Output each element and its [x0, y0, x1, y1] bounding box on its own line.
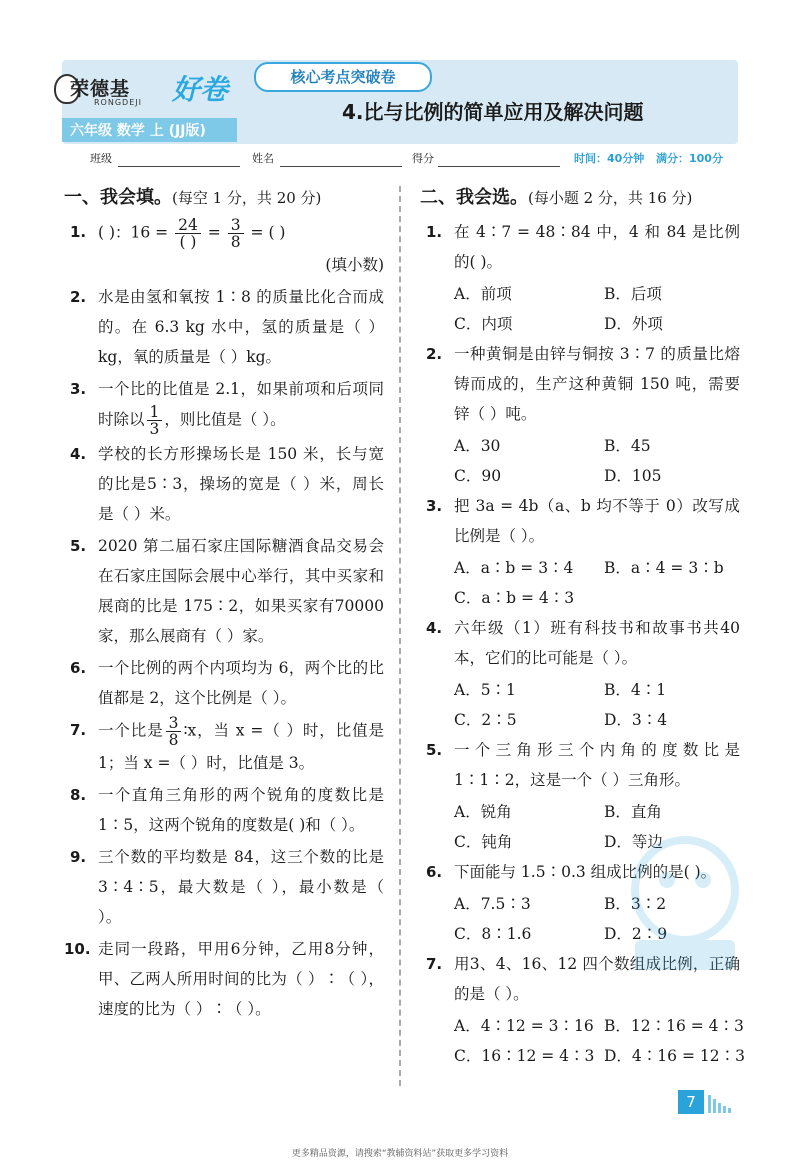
choice-option[interactable]: C．90	[454, 467, 502, 485]
name-blank[interactable]	[280, 166, 402, 167]
question-1: 1. ( )：16 = $\frac{24}{( )}$ = $\frac{3}{8}$ = ( ) (填小数)	[64, 217, 384, 280]
choice-option[interactable]: B．4∶1	[604, 681, 667, 699]
question-3: 3. 一个比的比值是 2.1，如果前项和后项同时除以 $\frac{1}{3}$ ，则比值是（ ）。	[70, 380, 384, 438]
choice-option[interactable]: C．8∶1.6	[454, 925, 532, 943]
watermark-logo	[615, 830, 755, 980]
choice-option[interactable]: A．30	[454, 437, 501, 455]
question-9: 9. 三个数的平均数是 84，这三个数的比是3∶4∶5，最大数是（ ），最小数是（ ）。	[70, 848, 384, 926]
brand-name: 荣德基	[70, 78, 131, 100]
choice-options	[420, 553, 740, 613]
logo	[62, 60, 242, 144]
choice-option[interactable]: A．a∶b = 3∶4	[454, 559, 574, 577]
column-divider	[399, 186, 401, 1086]
choice-option[interactable]: D．外项	[604, 315, 663, 333]
time-limit: 时间：40分钟	[574, 152, 645, 165]
question-7: 7. 一个比是 $\frac{3}{8}$ ∶x，当 x =（ ）时，比值是 1；当 x =（ ）时，比值是 3。	[70, 714, 384, 772]
choice-option[interactable]: C．16∶12 = 4∶3	[454, 1047, 595, 1065]
section1-heading: 一、我会填。(每空 1 分，共 20 分)	[64, 187, 322, 208]
grade-line: 六年级 数学 上 (JJ版)	[70, 123, 206, 139]
choice-option[interactable]: C．a∶b = 4∶3	[454, 589, 575, 607]
question-10: 10. 走同一段路，甲用6分钟，乙用8分钟，甲、乙两人所用时间的比为（ ）∶（ ），速度的比为（ ）∶（ ）。	[64, 940, 384, 1018]
section2-heading: 二、我会选。(每小题 2 分，共 16 分)	[420, 187, 693, 208]
choice-option[interactable]: B．45	[604, 437, 651, 455]
question-8: 8. 一个直角三角形的两个锐角的度数比是1∶5，这两个锐角的度数是( )和（ ）。	[70, 786, 384, 834]
choice-options	[420, 1011, 745, 1071]
question-2: 2. 水是由氢和氧按 1∶8 的质量比化合而成的。在 6.3 kg 水中，氢的质量是（ ）kg，氧的质量是（ ）kg。	[70, 288, 384, 366]
logo-text: 好卷	[172, 73, 229, 106]
choice-option[interactable]: A．锐角	[454, 803, 512, 821]
page-number: 7	[678, 1090, 704, 1114]
choice-option[interactable]: B．后项	[604, 285, 662, 303]
choice-option[interactable]: D．等边	[604, 833, 663, 851]
name-label: 姓名	[252, 152, 274, 165]
hint: (填小数)	[325, 256, 384, 274]
choice-option[interactable]: B．12∶16 = 4∶3	[604, 1017, 744, 1035]
question-4: 4. 学校的长方形操场长是 150 米，长与宽的比是5∶3，操场的宽是（ ）米，周长是（ ）米。	[70, 445, 384, 523]
choice-option[interactable]: B．直角	[604, 803, 662, 821]
choice-question-3: 3. 把 3a = 4b（a、b 均不等于 0）改写成比例是（ ）。	[426, 497, 740, 545]
choice-option[interactable]: A．5∶1	[454, 681, 516, 699]
full-score: 满分：100分	[656, 152, 723, 165]
choice-options	[420, 431, 740, 491]
choice-question-5: 5. 一个三角形三个内角的度数比是 1∶1∶2，这是一个（ ）三角形。	[426, 741, 740, 789]
series-tag: 核心考点突破卷	[254, 62, 432, 92]
choice-options	[420, 675, 740, 735]
footer-note: 更多精品资源，请搜索“教辅资料站”获取更多学习资料	[291, 1149, 509, 1159]
page-title: 4.比与比例的简单应用及解决问题	[342, 100, 644, 124]
choice-question-4: 4. 六年级（1）班有科技书和故事书共40 本，它们的比可能是（ ）。	[426, 619, 740, 667]
choice-option[interactable]: D．2∶9	[604, 925, 668, 943]
class-blank[interactable]	[118, 166, 240, 167]
score-blank[interactable]	[438, 166, 560, 167]
class-label: 班级	[90, 152, 112, 165]
question-6: 6. 一个比例的两个内项均为 6，两个比的比值都是 2，这个比例是（ ）。	[70, 659, 384, 707]
choice-option[interactable]: D．4∶16 = 12∶3	[604, 1047, 745, 1065]
section-fill	[64, 183, 384, 1026]
page-bars	[708, 1094, 733, 1113]
choice-option[interactable]: A．7.5∶3	[454, 895, 531, 913]
brand-en: RONGDEJI	[94, 98, 142, 107]
choice-question-1: 1. 在 4∶7 = 48∶84 中，4 和 84 是比例的( )。	[426, 223, 740, 271]
choice-option[interactable]: B．3∶2	[604, 895, 667, 913]
choice-option[interactable]: C．钝角	[454, 833, 513, 851]
choice-option[interactable]: A．4∶12 = 3∶16	[454, 1017, 594, 1035]
choice-question-2: 2. 一种黄铜是由锌与铜按 3∶7 的质量比熔铸而成的，生产这种黄铜 150 吨，需要锌（ ）吨。	[426, 345, 740, 423]
choice-question-6: 6. 下面能与 1.5∶0.3 组成比例的是( )。	[426, 863, 717, 881]
choice-option[interactable]: C．内项	[454, 315, 513, 333]
question-5: 5. 2020 第二届石家庄国际糖酒食品交易会在石家庄国际会展中心举行，其中买家和展商的比是 175∶2，如果买家有70000 家，那么展商有（ ）家。	[70, 537, 384, 645]
choice-option[interactable]: C．2∶5	[454, 711, 517, 729]
choice-options	[420, 279, 740, 339]
choice-option[interactable]: B．a∶4 = 3∶b	[604, 559, 724, 577]
score-label: 得分	[412, 152, 434, 165]
choice-option[interactable]: A．前项	[454, 285, 512, 303]
header-banner	[62, 60, 738, 144]
choice-option[interactable]: D．3∶4	[604, 711, 668, 729]
choice-option[interactable]: D．105	[604, 467, 662, 485]
choice-question-7: 7. 用3、4、16、12 四个数组成比例，正确的是（ ）。	[426, 955, 740, 1003]
